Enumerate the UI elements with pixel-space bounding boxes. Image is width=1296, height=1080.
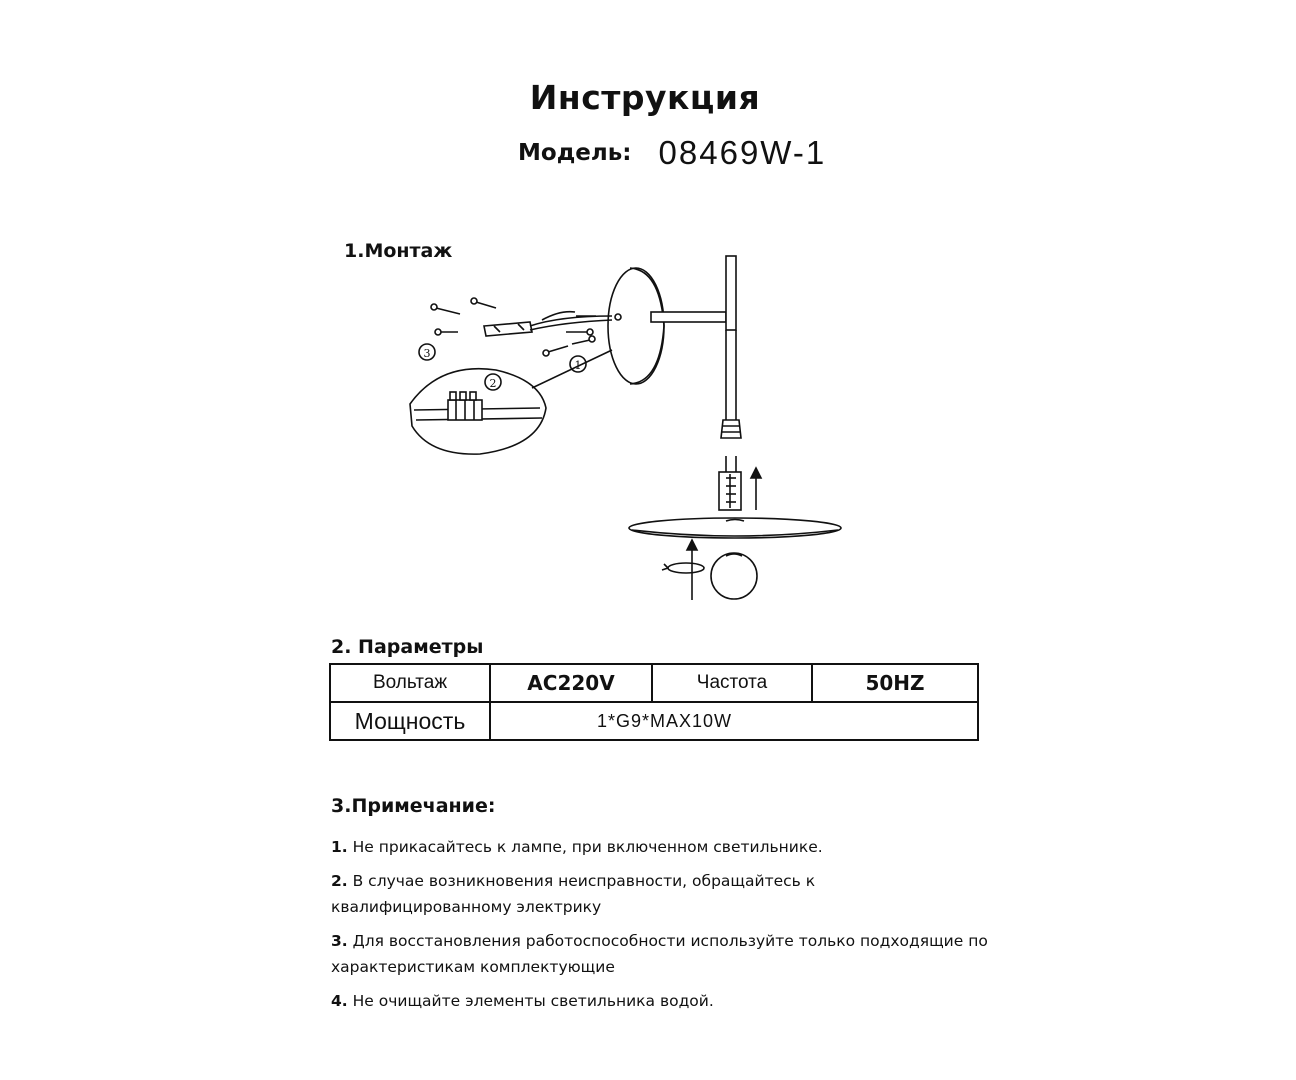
note-text: Не очищайте элементы светильника водой. — [347, 992, 714, 1010]
power-label: Мощность — [330, 702, 490, 740]
section-notes-heading: 3.Примечание: — [331, 795, 496, 817]
voltage-value: AC220V — [490, 664, 652, 702]
callout-3-icon — [419, 344, 435, 360]
callout-3-label: 3 — [423, 347, 431, 360]
note-number: 3. — [331, 932, 348, 950]
params-row-voltage — [330, 664, 978, 702]
callout-1-label: 1 — [574, 359, 582, 372]
rotate-arrow-icon — [662, 540, 704, 600]
note-number: 2. — [331, 872, 348, 890]
section-mount-heading: 1.Монтаж — [344, 240, 453, 262]
callout-2-label: 2 — [489, 377, 497, 390]
frequency-value: 50HZ — [812, 664, 978, 702]
shade-disc-icon — [629, 518, 841, 538]
note-text: Для восстановления работоспособности используйте только подходящие по характеристикам комплектующие — [331, 932, 988, 976]
section-params-heading: 2. Параметры — [331, 636, 484, 658]
mounting-diagram — [400, 250, 1000, 610]
frequency-label: Частота — [652, 664, 812, 702]
params-table — [329, 663, 979, 741]
lamp-arm-icon — [651, 256, 741, 438]
arrow-up-icon — [751, 468, 761, 510]
model-label: Модель: — [518, 140, 632, 166]
note-number: 4. — [331, 992, 348, 1010]
power-value: 1*G9*MAX10W — [490, 702, 978, 740]
model-row — [518, 134, 826, 172]
list-item — [331, 834, 991, 860]
notes-list — [331, 834, 991, 1022]
note-number: 1. — [331, 838, 348, 856]
note-text: В случае возникновения неисправности, обращайтесь к квалифицированному электрику — [331, 872, 816, 916]
wall-plate-icon — [608, 268, 664, 384]
list-item — [331, 868, 991, 920]
params-row-power — [330, 702, 978, 740]
g9-bulb-icon — [719, 456, 741, 510]
list-item — [331, 928, 991, 980]
voltage-label: Вольтаж — [330, 664, 490, 702]
note-text: Не прикасайтесь к лампе, при включенном светильнике. — [347, 838, 823, 856]
model-value: 08469W-1 — [658, 134, 827, 171]
document-title: Инструкция — [529, 78, 761, 117]
glass-ball-icon — [711, 553, 757, 599]
list-item — [331, 988, 991, 1014]
